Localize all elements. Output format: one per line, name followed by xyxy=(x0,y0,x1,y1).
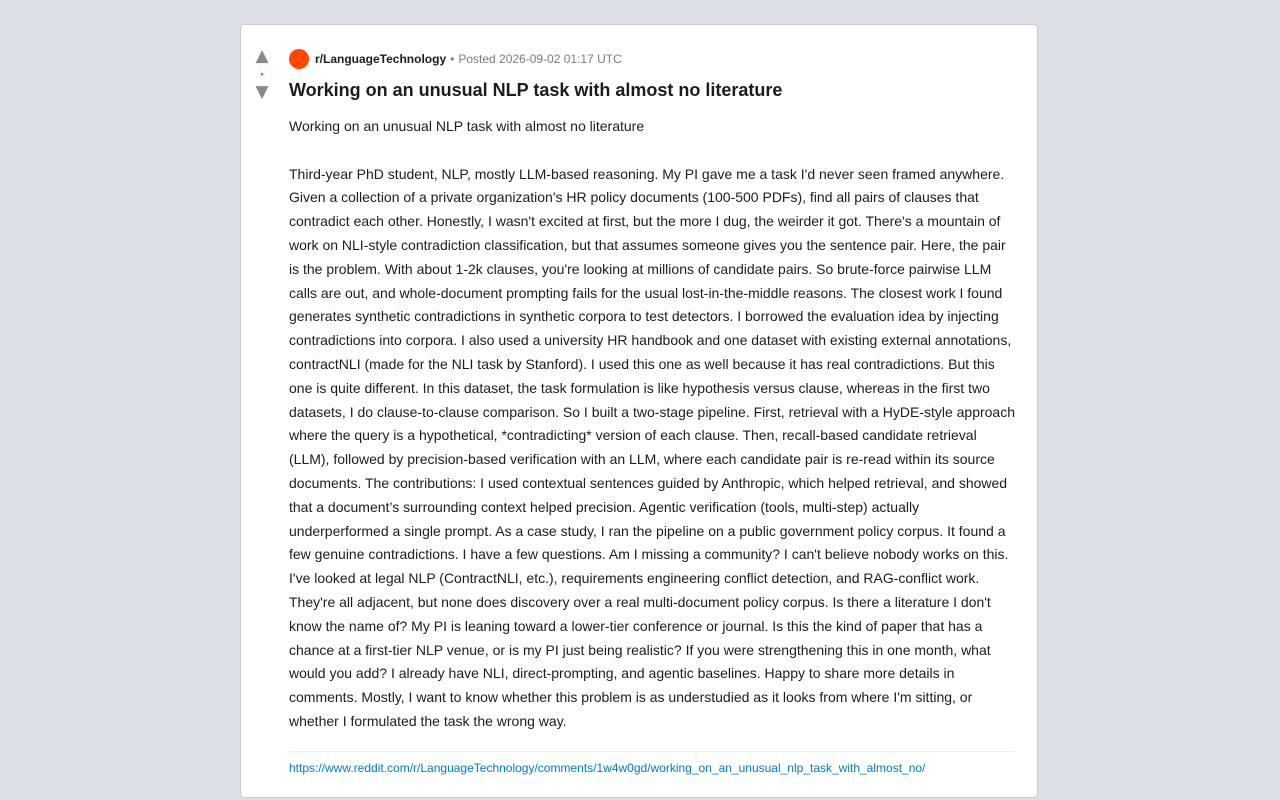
post-body-paragraph: Working on an unusual NLP task with almost no literature xyxy=(289,118,645,134)
subreddit-link[interactable]: r/LanguageTechnology xyxy=(315,52,447,66)
post-body-paragraph: Third-year PhD student, NLP, mostly LLM-based reasoning. My PI gave me a task I'd never seen framed anywhere. Given a collection of a private organization's HR policy documents (100-500 PDFs), find all pairs of clauses that contradict each other. Honestly, I wasn't excited at first, but the more I dug, the weirder it got. There's a mountain of work on NLI-style contradiction classification, but that assumes someone gives you the sentence pair. Here, the pair is the problem. With about 1-2k clauses, you're looking at millions of candidate pairs. So brute-force pairwise LLM calls are out, and whole-document prompting fails for the usual lost-in-the-middle reasons. The closest work I found generates synthetic contradictions in synthetic corpora to test detectors. I borrowed the evaluation idea by injecting contradictions into corpora. I also used a university HR handbook and one dataset with existing external annotations, contractNLI (made for the NLI task by Stanford). I used this one as well because it has real contradictions. But this one is quite different. In this dataset, the task formulation is like hypothesis versus clause, whereas in the first two datasets, I do clause-to-clause comparison. So I built a two-stage pipeline. First, retrieval with a HyDE-style approach where the query is a hypothetical, *contradicting* version of each clause. Then, recall-based candidate retrieval (LLM), followed by precision-based verification with an LLM, where each candidate pair is re-read within its source documents. The contributions: I used contextual sentences guided by Anthropic, which helped retrieval, and showed that a document’s surrounding context helped precision. Agentic verification (tools, multi-step) actually underperformed a single prompt. As a case study, I ran the pipeline on a public government policy corpus. It found a few genuine contradictions. I have a few questions. Am I missing a community? I can't believe nobody works on this. I've looked at legal NLP (ContractNLI, etc.), requirements engineering conflict detection, and RAG-conflict work. They're all adjacent, but none does discovery over a real multi-document policy corpus. Is there a literature I don't know the name of? My PI is leaning toward a lower-tier conference or journal. Is this the kind of paper that has a chance at a first-tier NLP venue, or is my PI just being realistic? If you were strengthening this in one month, what would you add? I already have NLI, direct-prompting, and agentic baselines. Happy to share more details in comments. Mostly, I want to know whether this problem is as understudied as it looks from where I'm sitting, or whether I formulated the task the wrong way. xyxy=(289,165,1015,729)
subreddit-avatar-icon[interactable] xyxy=(289,49,309,69)
post-timestamp: Posted 2026-09-02 01:17 UTC xyxy=(458,52,622,66)
post-meta xyxy=(289,49,1015,69)
post-permalink[interactable]: https://www.reddit.com/r/LanguageTechnology/comments/1w4w0gd/working_on_an_unusual_nlp_task_with_almost_no/ xyxy=(289,760,926,775)
upvote-arrow-icon[interactable]: ▲ xyxy=(255,46,269,66)
downvote-arrow-icon[interactable]: ▼ xyxy=(255,82,269,102)
post-card xyxy=(240,24,1038,798)
post-content xyxy=(289,49,1015,775)
vote-score: • xyxy=(260,69,264,79)
divider xyxy=(289,751,1015,752)
post-body xyxy=(289,115,1015,734)
post-title[interactable]: Working on an unusual NLP task with almost no literature xyxy=(289,80,783,100)
meta-separator: • xyxy=(450,52,455,66)
vote-column xyxy=(251,47,273,101)
